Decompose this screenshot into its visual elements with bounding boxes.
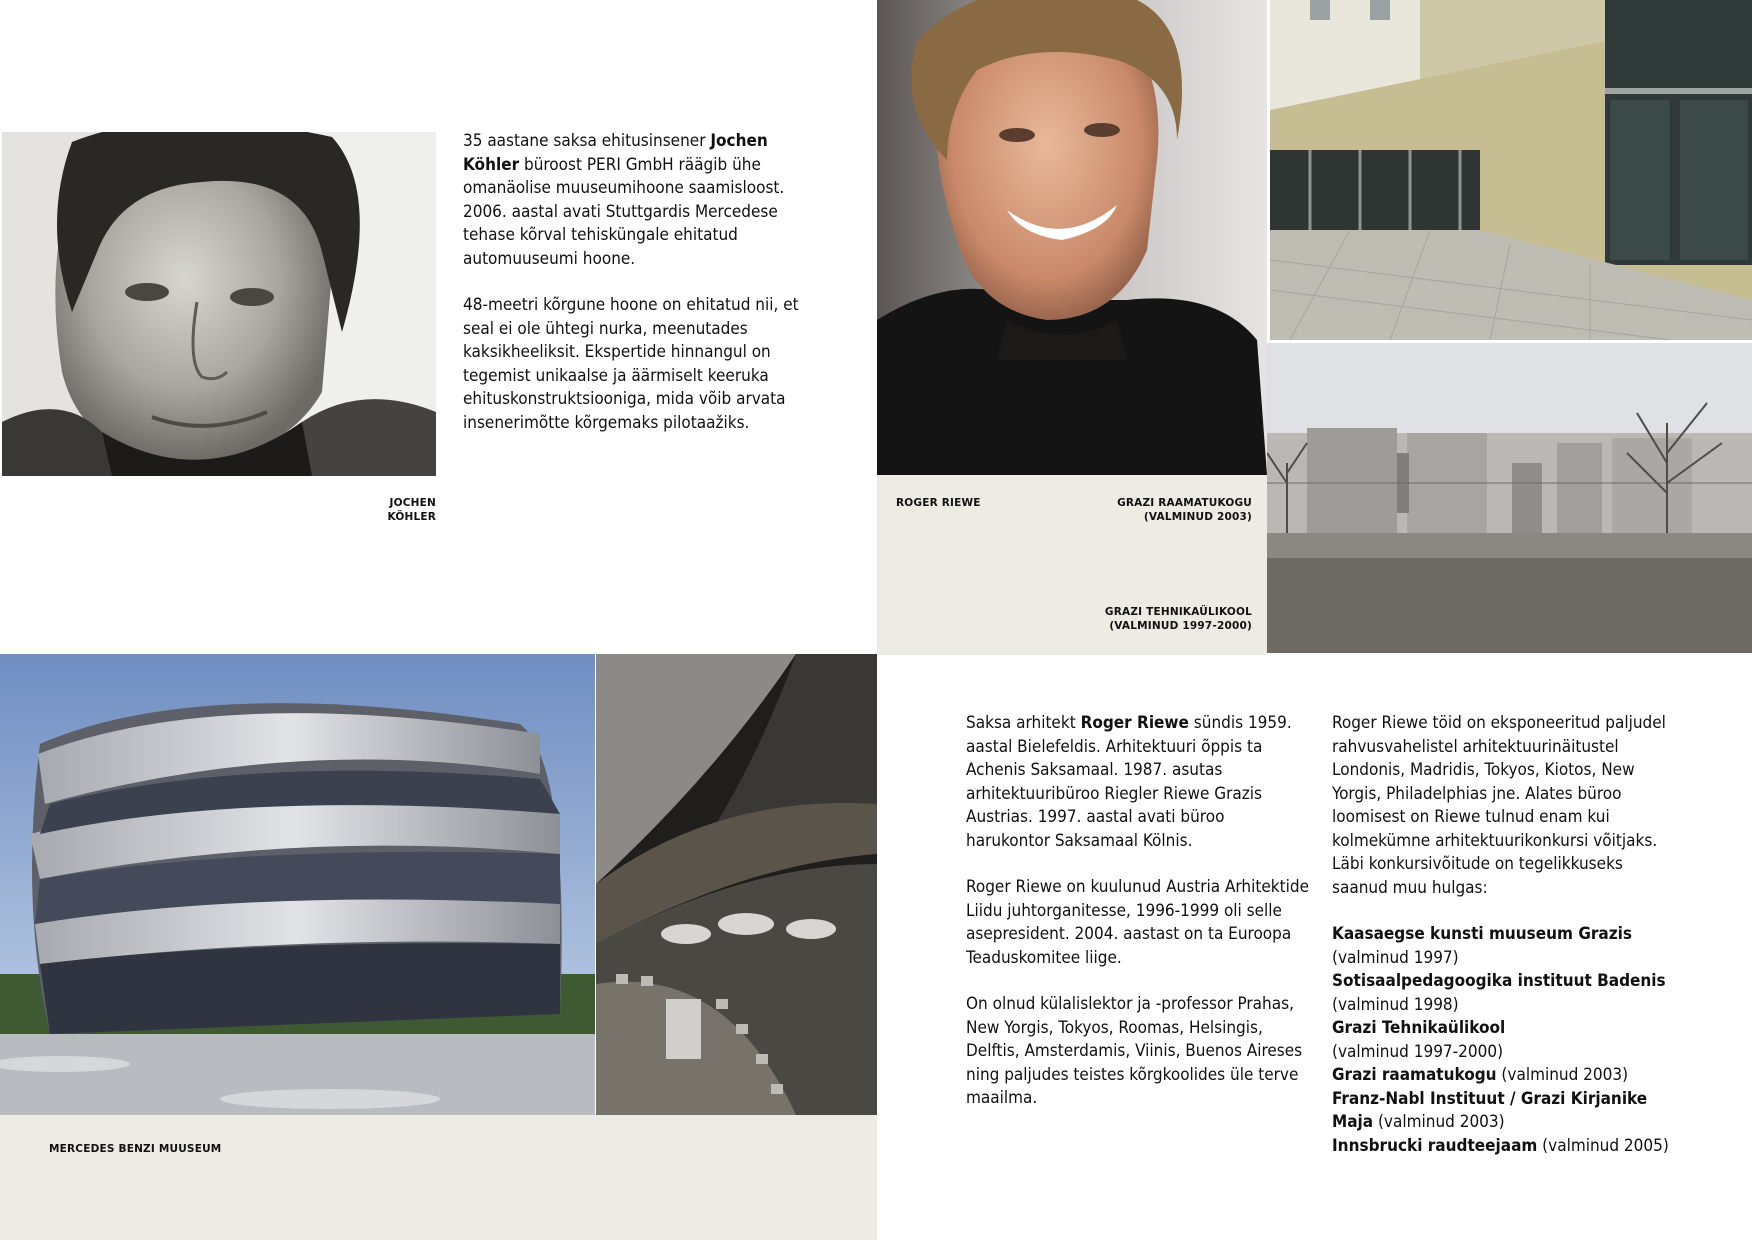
roger-riewe-bio-column-2 [1332, 712, 1677, 1158]
roger-riewe-caption: ROGER RIEWE [896, 497, 981, 509]
jochen-kohler-intro-text [463, 130, 823, 458]
work-year: (valminud 2003) [1496, 1065, 1629, 1085]
mercedes-museum-caption: MERCEDES BENZI MUUSEUM [49, 1143, 222, 1155]
works-list-item [1332, 970, 1677, 1017]
works-list-item [1332, 923, 1677, 970]
mercedes-museum-interior-photo [596, 654, 877, 1115]
bio-paragraph-2: Roger Riewe on kuulunud Austria Arhitektide Liidu juhtorganitesse, 1996-1999 oli selle asepresident. 2004. aastast on ta Euroopa Teaduskomitee liige. [966, 877, 1309, 968]
work-name: Kaasaegse kunsti muuseum Grazis [1332, 924, 1632, 944]
work-name: Grazi raamatukogu [1332, 1065, 1497, 1085]
grazi-university-photo [1267, 343, 1752, 653]
work-year: (valminud 1997-2000) [1332, 1041, 1504, 1062]
works-list-item [1332, 1135, 1677, 1159]
caption-panel-bottom-left [0, 1115, 877, 1240]
name-roger-riewe: Roger Riewe [1080, 713, 1189, 733]
intro-paragraph-1: 35 aastane saksa ehitusinsener Jochen Köhler büroost PERI GmbH räägib ühe omanäolise muuseumihoone saamisloost. 2006. aastal avati Stuttgardis Mercedese tehase kõrval tehisküngale ehitatud automuuseumi hoone. [463, 131, 785, 269]
grazi-university-caption: GRAZI TEHNIKAÜLIKOOL (VALMINUD 1997-2000) [1104, 606, 1252, 632]
jochen-kohler-caption: JOCHEN KÖHLER [387, 497, 436, 523]
work-name: Innsbrucki raudteejaam [1332, 1135, 1538, 1156]
work-name: Grazi Tehnikaülikool [1332, 1018, 1506, 1038]
bio-paragraph-1: Saksa arhitekt Roger Riewe sündis 1959. aastal Bielefeldis. Arhitektuuri õppis ta Achenis Saksamaal. 1987. asutas arhitektuuribüroo Riegler Riewe Grazis Austrias. 1997. aastal avati büroo harukontor Saksamaal Kölnis. [966, 713, 1292, 851]
mercedes-museum-exterior-photo [0, 654, 595, 1115]
works-list [1332, 923, 1677, 1158]
bio-paragraph-3: On olnud külalislektor ja -professor Prahas, New Yorgis, Tokyos, Roomas, Helsingis, Delftis, Amsterdamis, Viinis, Buenos Aireses ning paljudes teistes kõrgkoolides üle terve maailma. [966, 994, 1303, 1108]
grazi-library-caption: GRAZI RAAMATUKOGU (VALMINUD 2003) [1117, 497, 1252, 523]
work-name: Franz-Nabl Instituut / Grazi Kirjanike Maja [1332, 1088, 1648, 1132]
grazi-library-photo [1270, 0, 1752, 340]
name-jochen-kohler: Jochen Köhler [463, 131, 768, 175]
work-year: (valminud 2005) [1537, 1135, 1669, 1156]
intro-paragraph-2: 48-meetri kõrgune hoone on ehitatud nii, et seal ei ole ühtegi nurka, meenutades kaksikheeliksit. Ekspertide hinnangul on tegemist unikaalse ja äärmiselt keeruka ehituskonstruktsiooniga, mida võib arvata insenerimõtte kõrgemaks pilotaažiks. [463, 295, 799, 433]
exhibitions-paragraph: Roger Riewe töid on eksponeeritud paljudel rahvusvahelistel arhitektuurinäitustel Londonis, Madridis, Tokyos, Kiotos, New Yorgis, Philadelphias jne. Alates büroo loomisest on Riewe tulnud enam kui kolmekümne arhitektuurikonkursi võitjaks. [1332, 713, 1666, 851]
roger-riewe-portrait [877, 0, 1267, 475]
jochen-kohler-portrait [2, 132, 436, 476]
roger-riewe-bio-column-1 [966, 712, 1312, 1134]
work-year: (valminud 2003) [1373, 1112, 1505, 1132]
works-list-item [1332, 1017, 1677, 1064]
works-list-item [1332, 1064, 1677, 1088]
works-list-item [1332, 1088, 1677, 1135]
work-name: Sotisaalpedagoogika instituut Badenis [1332, 971, 1666, 991]
work-year: (valminud 1997) [1332, 947, 1459, 968]
competitions-intro: Läbi konkursivõitude on tegelikkuseks saanud muu hulgas: [1332, 854, 1623, 898]
work-year: (valminud 1998) [1332, 994, 1459, 1015]
